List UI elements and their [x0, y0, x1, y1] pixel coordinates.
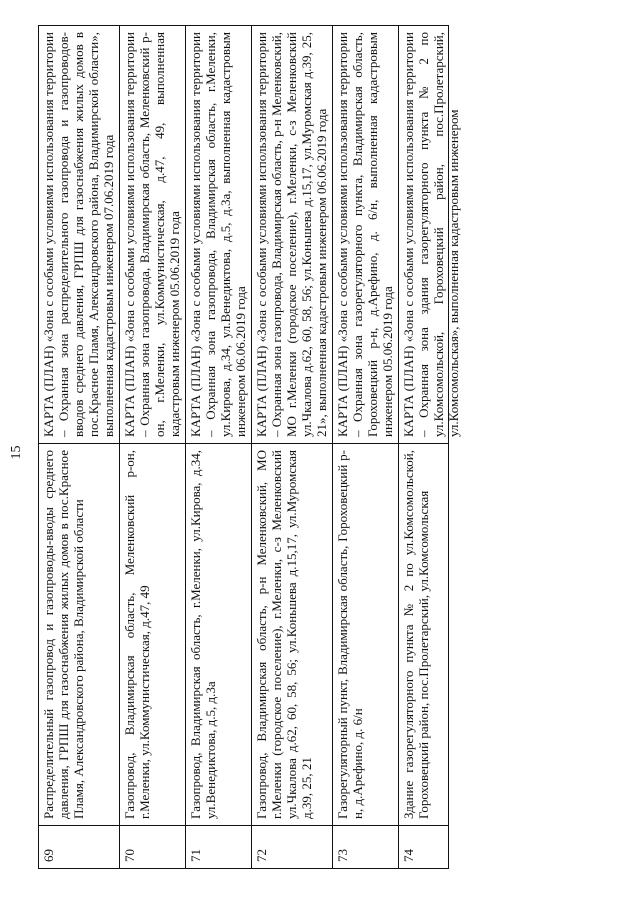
row-number: 74 [399, 826, 449, 869]
document-cell: КАРТА (ПЛАН) «Зона с особыми условиями использования территории – Охранная зона газорегуляторного пункта, Владимирская область, Гороховецкий р-н, д.Арефино, д. 6/н, выполненная кадастровым инженером 05.06.2019 года [333, 26, 399, 444]
row-number: 71 [186, 826, 252, 869]
object-cell: Газопровод, Владимирская область, р-н Меленковский, МО г.Меленки (городское поселение), г.Меленки, с-з Меленковский ул.Чкалова д.62, 60, 58, 56; ул.Коньшева д.15,17, ул.Муромская д.39, 25, 21 [252, 444, 333, 826]
document-cell: КАРТА (ПЛАН) «Зона с особыми условиями использования территории – Охранная зона газопровода, Владимирская область, г.Меленки, ул.Кирова, д.34, ул.Венедиктова, д.5, д.3а, выполненная кадастровым инженером 06.06.2019 года [186, 26, 252, 444]
table-row [399, 26, 449, 869]
object-cell [399, 444, 449, 826]
object-cell-text: Здание газорегуляторного пункта № 2 по ул.Комсомольской, Гороховецкий район, пос.Пролетарский, ул.Комсомольская [401, 450, 431, 819]
page-number: 15 [9, 445, 24, 460]
object-cell: Распределительный газопровод и газопроводы-вводы среднего давления, ГРПШ для газоснабжения жилых домов в пос.Красное Пламя, Александровского района, Владимирской области [39, 444, 120, 826]
document-cell: КАРТА (ПЛАН) «Зона с особыми условиями использования территории – Охранная зона газопровода, Владимирская область, Меленковский р-он, г.Меленки, ул.Коммунистическая, д.47, 49, выполненная кадастровым инженером 05.06.2019 года [120, 26, 186, 444]
row-number: 70 [120, 826, 186, 869]
table-row [252, 26, 333, 869]
row-number: 73 [333, 826, 399, 869]
document-cell: КАРТА (ПЛАН) «Зона с особыми условиями использования территории – Охранная зона распределительного газопровода и газопроводов-вводов среднего давления, ГРПШ для газоснабжения жилых домов в пос.Красное Пламя, Александровского района, Владимирской области», выполненная кадастровым инженером 07.06.2019 года [39, 26, 120, 444]
object-cell: Газопровод, Владимирская область, Меленковский р-он, г.Меленки, ул.Коммунистическая, д.47, 49 [120, 444, 186, 826]
table-row [39, 26, 120, 869]
row-number: 69 [39, 826, 120, 869]
registry-table [38, 25, 461, 869]
object-cell: Газопровод, Владимирская область, г.Меленки, ул.Кирова, д.34, ул.Венедиктова, д.5, д.3а [186, 444, 252, 826]
document-cell-text: КАРТА (ПЛАН) «Зона с особыми условиями использования территории – Охранная зона здания газорегуляторного пункта № 2 по ул.Комсомольской, Гороховецкий район, пос.Пролетарский, ул.Комсомольская», выполненная кадастровым инженером [401, 32, 461, 437]
table-row [120, 26, 186, 869]
document-cell: КАРТА (ПЛАН) «Зона с особыми условиями использования территории – Охранная зона газопровода, Владимирская область, р-н Меленковский, МО г.Меленки (городское поселение), г.Меленки, с-з Меленковский ул.Чкалова д.62, 60, 58, 56; ул.Коньшева д.15,17, ул.Муромская д.39, 25, 21», выполненная кадастровым инженером 06.06.2019 года [252, 26, 333, 444]
table-row [333, 26, 399, 869]
object-cell: Газорегуляторный пункт, Владимирская область, Гороховецкий р-н, д.Арефино, д. 6/н [333, 444, 399, 826]
row-number: 72 [252, 826, 333, 869]
table-row [186, 26, 252, 869]
document-cell [399, 26, 461, 444]
